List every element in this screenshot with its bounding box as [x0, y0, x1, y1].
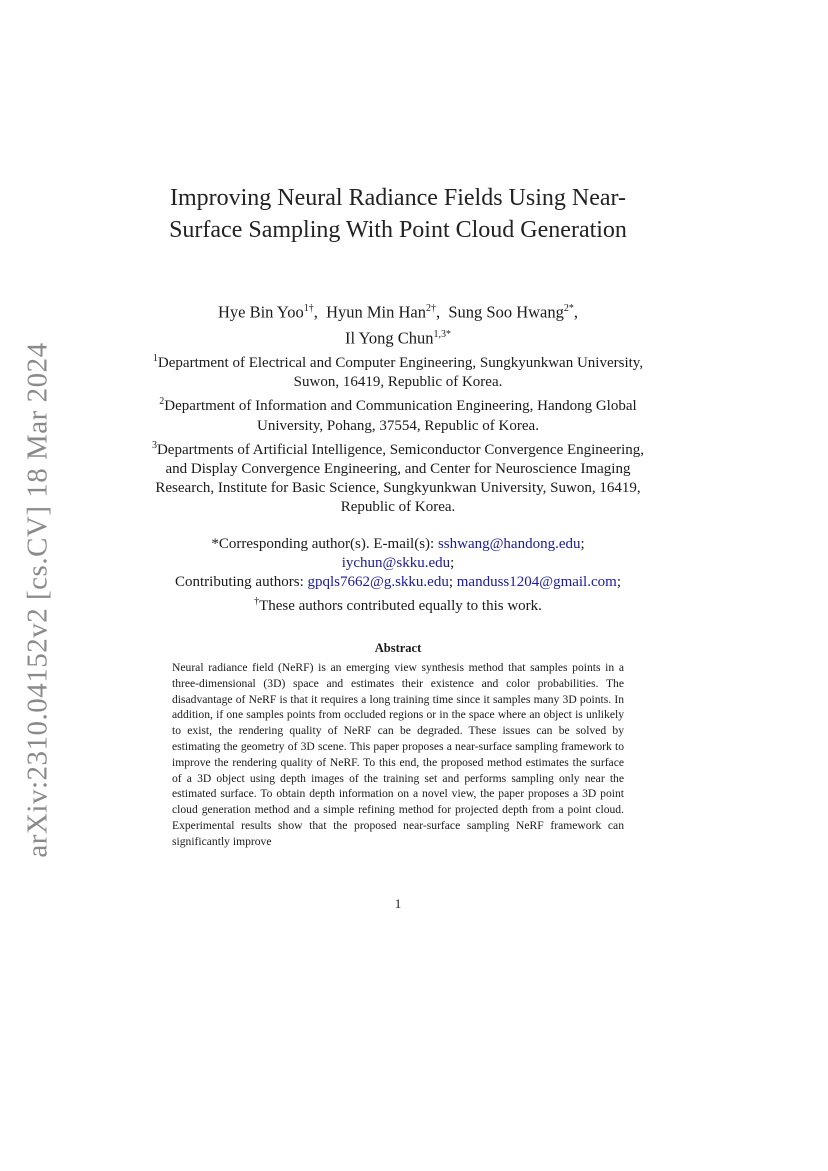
email-link[interactable]: gpqls7662@g.skku.edu [307, 574, 449, 590]
email-link[interactable]: sshwang@handong.edu [437, 536, 581, 552]
affiliation-list [140, 349, 656, 518]
corresponding-label: *Corresponding author(s). E-mail(s): [211, 536, 435, 552]
separator: ; [616, 574, 621, 590]
contributing-label: Contributing authors: [175, 574, 304, 590]
abstract-heading: Abstract [374, 641, 422, 655]
corresponding-line-2 [120, 554, 676, 573]
affiliation-text: Department of Information and Communication Engineering, Handong Global University, Pohang, 37554, Republic of Korea. [164, 398, 637, 434]
separator: ; [580, 536, 585, 552]
equal-contribution-text: These authors contributed equally to this work. [259, 598, 542, 614]
author-name: Hye Bin Yoo [217, 302, 304, 322]
paper-title: Improving Neural Radiance Fields Using Near-Surface Sampling With Point Cloud Generation [169, 185, 627, 243]
email-link[interactable]: manduss1204@gmail.com [456, 574, 617, 590]
author-affiliation-marker: 2† [426, 303, 436, 314]
affiliation-item [140, 392, 656, 435]
separator: ; [450, 555, 455, 571]
author-affiliation-marker: 1,3* [433, 328, 451, 340]
author-affiliation-marker: 2* [563, 303, 574, 314]
contributing-line [120, 573, 676, 592]
affiliation-marker: 2 [159, 396, 165, 408]
author-name: Hyun Min Han [326, 302, 426, 322]
abstract-body: Neural radiance field (NeRF) is an emerging view synthesis method that samples points in a three-dimensional (3D) space and estimates their existence and color probabilities. The disadvantage of NeRF is that it requires a long training time since it samples many 3D points. In addition, if one samples points from occluded regions or in the space where an object is unlikely to exist, the rendering quality of NeRF can be degraded. These issues can be solved by estimating the geometry of 3D scene. This paper proposes a near-surface sampling framework to improve the rendering quality of NeRF. To this end, the proposed method estimates the surface of a 3D object using depth images of the training set and performs sampling only near the estimated surface. To obtain depth information on a novel view, the paper proposes a 3D point cloud generation method and a simple refining method for projected depth from a point cloud. Experimental results show that the proposed near-surface sampling NeRF framework can significantly improve [172, 661, 624, 848]
author-list: Hye Bin Yoo$^{1\dagger}$, Hyun Min Han$^{2\dagger}$, Sung Soo Hwang$^{2*}$, Il Yong Chun$^{1,3*}$ [217, 302, 579, 347]
arxiv-identifier-stamp: arXiv:2310.04152v2 [cs.CV] 18 Mar 2024 [21, 342, 54, 858]
affiliation-marker: 1 [152, 353, 158, 364]
affiliation-item [140, 436, 656, 518]
equal-contribution-note [120, 592, 676, 616]
contact-block [120, 535, 676, 616]
affiliation-item [140, 349, 656, 392]
corresponding-line [120, 535, 676, 554]
affiliation-marker: 3 [151, 439, 157, 451]
author-name: Sung Soo Hwang [448, 302, 564, 322]
dagger-marker: † [254, 596, 260, 607]
email-link[interactable]: iychun@skku.edu [341, 555, 451, 571]
author-affiliation-marker: 1† [303, 303, 314, 314]
separator: ; [448, 574, 453, 590]
affiliation-text: Departments of Artificial Intelligence, Semiconductor Convergence Engineering, and Display Convergence Engineering, and Center for Neuroscience Imaging Research, Institute for Basic Science, Sungkyunkwan University, Suwon, 16419, Republic of Korea. [155, 441, 645, 516]
affiliation-text: Department of Electrical and Computer Engineering, Sungkyunkwan University, Suwon, 16419, Republic of Korea. [157, 355, 644, 391]
page-number: 1 [394, 896, 402, 911]
author-name: Il Yong Chun [345, 328, 434, 347]
